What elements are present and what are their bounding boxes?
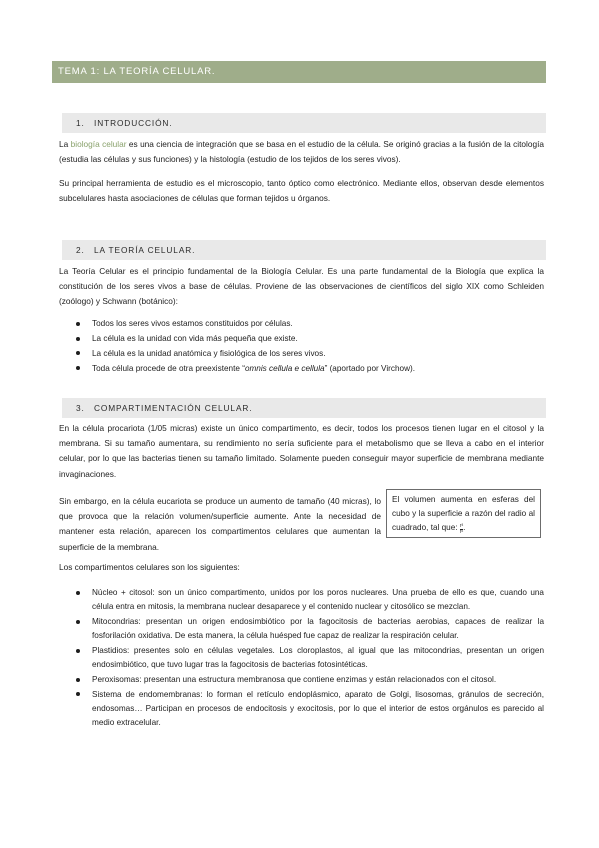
- topic-title: TEMA 1: LA TEORÍA CELULAR.: [52, 61, 546, 83]
- section-number: 3.: [76, 403, 85, 413]
- list-item: Toda célula procede de otra preexistente “omnis cellula e cellula” (aportado por Virchow).: [59, 362, 544, 376]
- compart-paragraph-1: En la célula procariota (1/05 micras) existe un único compartimento, es decir, todos los procesos tienen lugar en el citosol y la membrana. Si su tamaño aumentara, su rendimiento no sería suficiente para el metabolismo que se lleva a cabo en el interior celular, por lo que las bacterias tienen su tamaño limitado. Solamente pueden conseguir mayor superficie de membrana mediante invaginaciones.: [59, 423, 544, 479]
- teoria-paragraph: La Teoría Celular es el principio fundamental de la Biología Celular. Es una parte fundamental de la Biología que explica la constitución de los seres vivos a base de células. Proviene de las observaciones de científicos del siglo XIX como Schleiden (zoólogo) y Schwann (botánico):: [59, 266, 544, 307]
- section-number: 2.: [76, 245, 85, 255]
- compart-list-intro: Los compartimentos celulares son los siguientes:: [59, 562, 240, 572]
- teoria-bullet-list: [59, 317, 544, 377]
- list-item: La célula es la unidad con vida más pequeña que existe.: [59, 332, 544, 346]
- section-heading-teoria-celular: [62, 240, 546, 260]
- section-number: 1.: [76, 118, 85, 128]
- section-heading-introduccion: [62, 113, 546, 133]
- list-item: Peroxisomas: presentan una estructura membranosa que contiene enzimas y están relacionados con el citosol.: [59, 673, 544, 687]
- compart-paragraph-2: Sin embargo, en la célula eucariota se produce un aumento de tamaño (40 micras), lo que provoca que la relación volumen/superficie aumente. Ante la necesidad de mantener esta relación, aparecen los compartimentos celulares que aumentan la superficie de la membrana.: [59, 496, 381, 552]
- list-item: Plastidios: presentes solo en células vegetales. Los cloroplastos, al igual que las mitocondrias, presentan un origen endosimbiótico, que tuvo lugar tras la fagocitosis de bacterias fotosintéticas.: [59, 644, 544, 673]
- section-heading-compartimentacion: [62, 398, 546, 418]
- section-title: INTRODUCCIÓN.: [94, 118, 173, 128]
- intro-paragraph-2: Su principal herramienta de estudio es el microscopio, tanto óptico como electrónico. Mediante ellos, observan desde elementos subcelulares hasta asociaciones de células que forman tejidos u órganos.: [59, 178, 544, 204]
- list-item: Sistema de endomembranas: lo forman el retículo endoplásmico, aparato de Golgi, lisosomas, gránulos de secreción, endosomas… Participan en procesos de endocitosis y exocitosis, por lo que el interior de estos orgánulos es parecido al medio extracelular.: [59, 688, 544, 731]
- section-title: LA TEORÍA CELULAR.: [94, 245, 196, 255]
- list-item: Núcleo + citosol: son un único compartimento, unidos por los poros nucleares. Una prueba de ello es que, cuando una célula entra en mitosis, la membrana nuclear desaparece y el contenido nuclear y citosólico se mezclan.: [59, 586, 544, 615]
- section-title: COMPARTIMENTACIÓN CELULAR.: [94, 403, 253, 413]
- list-item: Mitocondrias: presentan un origen endosimbiótico por la fagocitosis de bacterias aerobias, capaces de realizar la fosforilación oxidativa. De esta manera, la célula huésped fue capaz de realizar la respiración celular.: [59, 615, 544, 644]
- compartments-list: [59, 586, 544, 731]
- list-item: Todos los seres vivos estamos constituidos por células.: [59, 317, 544, 331]
- fraction: $\frac{\text{r³}}{\text{r²}}$: [459, 523, 464, 536]
- latin-quote: omnis cellula e cellula: [244, 363, 325, 373]
- highlighted-term: biología celular: [70, 139, 127, 149]
- intro-paragraph-1: La biología celular es una ciencia de integración que se basa en el estudio de la célula. Se originó gracias a la fusión de la citología (estudia las células y sus funciones) y la histología (estudio de los tejidos de los seres vivos).: [59, 139, 545, 165]
- list-item: La célula es la unidad anatómica y fisiológica de los seres vivos.: [59, 347, 544, 361]
- note-box: El volumen aumenta en esferas del cubo y la superficie a razón del radio al cuadrado, tal que: $\frac{\text{r³}}{\text{r²}}$ .: [386, 489, 541, 538]
